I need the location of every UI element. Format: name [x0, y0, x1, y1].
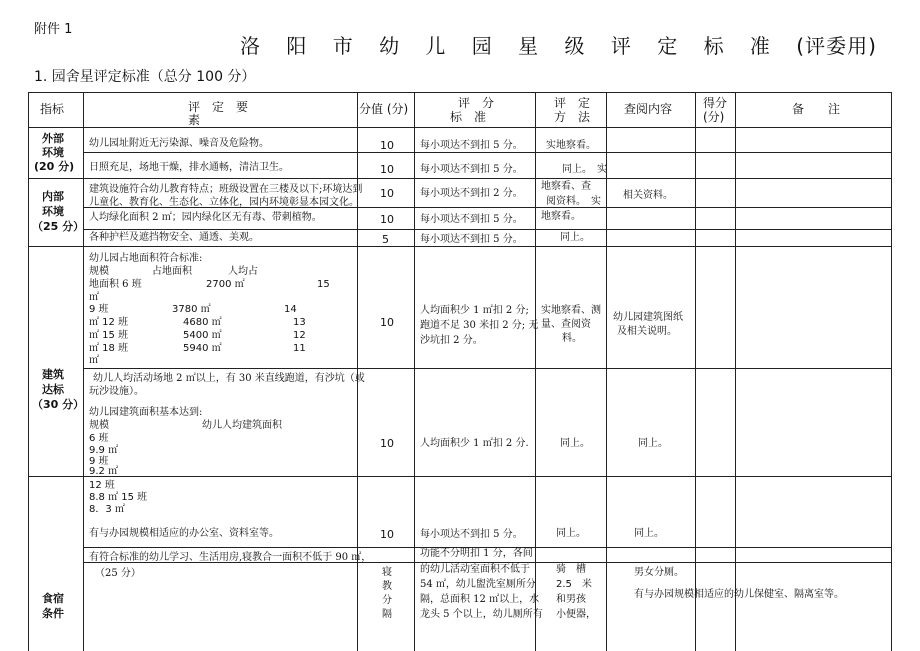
- row6-line: ㎡ 12 班: [89, 317, 129, 328]
- row-divider: [83, 368, 892, 369]
- category-internal: 内部: [42, 190, 64, 203]
- row6-line: 13: [293, 317, 306, 328]
- header-divider: [28, 127, 892, 128]
- row10-standard-cont: 龙头 5 个以上，幼儿厕所有: [420, 609, 543, 620]
- attachment-label: 附件 1: [34, 22, 73, 37]
- row8-score: 10: [380, 437, 394, 450]
- row9-score: 10: [380, 528, 394, 541]
- row8-line: 6 班: [89, 433, 109, 444]
- row6-line: 12: [293, 330, 306, 341]
- row3-requirement-cont: 儿童化、教育化、生态化、立体化，园内环境彰显本园文化。: [89, 197, 359, 208]
- row10-score: 隔: [382, 609, 392, 620]
- row2-standard: 每小项达不到扣 5 分。: [420, 164, 523, 175]
- row6-line: 占地面积: [152, 266, 192, 277]
- row5-method: 同上。: [560, 232, 590, 243]
- title-main: 洛 阳 市 幼 儿 园 星 级 评 定 标 准: [240, 34, 780, 58]
- row8-line: 规模: [89, 420, 109, 431]
- header-standard: 评 分: [458, 96, 495, 110]
- row6-line: 4680 ㎡: [183, 317, 222, 328]
- row5-standard: 每小项达不到扣 5 分。: [420, 234, 523, 245]
- category-building: 建筑: [42, 368, 64, 381]
- header-indicator: 指标: [40, 102, 65, 116]
- header-obtained-cont: (分): [703, 110, 725, 124]
- row10-method-cont: 和男孩: [556, 594, 586, 605]
- row10-score: 寝: [382, 567, 392, 578]
- row1-score: 10: [380, 139, 394, 152]
- category-external-cont: 环境: [42, 146, 64, 159]
- row2-method: 同上。 实: [562, 164, 607, 175]
- row2-requirement: 日照充足，场地干燥，排水通畅，清洁卫生。: [89, 162, 289, 173]
- table-border-left: [28, 92, 29, 651]
- column-divider: [83, 92, 84, 651]
- category-divider: [28, 476, 892, 477]
- row6-method-cont: 料。: [562, 333, 582, 344]
- row8-standard: 人均面积少 1 ㎡扣 2 分.: [420, 438, 529, 449]
- header-method: 评 定: [554, 96, 591, 110]
- row8-review: 同上。: [638, 438, 668, 449]
- header-method-cont: 方 法: [554, 110, 591, 124]
- row6-line: 2700 ㎡: [206, 279, 245, 290]
- row8-line: 9.2 ㎡: [89, 466, 119, 477]
- header-review: 查阅内容: [624, 102, 673, 116]
- row6-line: ㎡ 18 班: [89, 343, 129, 354]
- row9-line: 12 班: [89, 480, 115, 491]
- category-external-score: (20 分): [34, 160, 75, 173]
- row10-score: 教: [382, 581, 392, 592]
- row4-standard: 每小项达不到扣 5 分。: [420, 214, 523, 225]
- row8-method: 同上。: [560, 438, 590, 449]
- row3-method: 地察看、查: [541, 181, 591, 192]
- row4-method: 地察看。: [541, 211, 581, 222]
- row10-standard-cont: 54 ㎡，幼儿盥洗室厕所分: [420, 579, 536, 590]
- header-requirement-cont: 素: [188, 113, 201, 127]
- category-dorm: 食宿: [42, 592, 64, 605]
- row6-line: 地面积 6 班: [89, 279, 142, 290]
- category-dorm-cont: 条件: [42, 607, 64, 620]
- document-title: [240, 30, 877, 59]
- header-requirement: 评 定 要: [188, 100, 249, 114]
- row10-requirement: 有符合标准的幼儿学习、生活用房,寝教合一面积不低于 90 ㎡，: [89, 552, 372, 563]
- row9-method: 同上。: [556, 528, 586, 539]
- row3-method-cont: 阅资料。 实: [546, 196, 601, 207]
- column-divider: [695, 92, 696, 651]
- row6-line: 9 班: [89, 304, 109, 315]
- row3-review: 相关资料。: [623, 190, 673, 201]
- row10-requirement-cont: （25 分）: [95, 568, 141, 579]
- row10-standard: 功能不分明扣 1 分，各间: [420, 548, 533, 559]
- row1-standard: 每小项达不到扣 5 分。: [420, 140, 523, 151]
- row9-review: 同上。: [634, 528, 664, 539]
- row3-requirement: 建筑设施符合幼儿教育特点；班级设置在三楼及以下;环境达到: [89, 184, 363, 195]
- row10-remark: 有与办园规模相适应的幼儿保健室、隔离室等。: [634, 589, 844, 600]
- row6-line: 人均占: [228, 266, 258, 277]
- row4-score: 10: [380, 213, 394, 226]
- category-internal-score: （25 分）: [32, 220, 85, 233]
- row9-line: 8．3 ㎡: [89, 504, 125, 515]
- row6-line: 幼儿园占地面积符合标准:: [89, 253, 203, 264]
- row8-line: 幼儿人均建筑面积: [202, 420, 282, 431]
- header-remark: 备 注: [792, 102, 841, 116]
- row1-requirement: 幼儿园址附近无污染源、噪音及危险物。: [89, 138, 269, 149]
- row6-standard: 人均面积少 1 ㎡扣 2 分;: [420, 305, 529, 316]
- header-score: 分值 (分): [359, 102, 409, 116]
- row5-score: 5: [382, 233, 389, 246]
- row-divider: [83, 229, 892, 230]
- row8-line: 幼儿园建筑面积基本达到:: [89, 407, 203, 418]
- row9-line: 8.8 ㎡ 15 班: [89, 492, 148, 503]
- section-subtitle: 1. 园舍星评定标准（总分 100 分）: [34, 69, 256, 85]
- row7-requirement: 幼儿人均活动场地 2 ㎡以上，有 30 米直线跑道，有沙坑（或: [93, 373, 365, 384]
- category-divider: [28, 178, 892, 179]
- row6-review: 幼儿园建筑图纸: [613, 312, 683, 323]
- row6-line: 5400 ㎡: [183, 330, 222, 341]
- row9-requirement: 有与办园规模相适应的办公室、资料室等。: [89, 528, 279, 539]
- row6-line: 15: [317, 279, 330, 290]
- row6-line: 3780 ㎡: [172, 304, 211, 315]
- row10-method-cont: 2.5 米: [556, 579, 592, 590]
- row7-requirement-cont: 玩沙设施）。: [89, 386, 144, 397]
- row5-requirement: 各种护栏及遮挡物安全、通透、美观。: [89, 232, 259, 243]
- row3-standard: 每小项达不到扣 2 分。: [420, 188, 523, 199]
- row10-standard-cont: 隔，总面积 12 ㎡以上，水: [420, 594, 540, 605]
- row6-line: ㎡: [89, 355, 99, 366]
- row10-score: 分: [382, 595, 392, 606]
- category-external: 外部: [42, 132, 64, 145]
- row6-line: 11: [293, 343, 306, 354]
- row9-standard: 每小项达不到扣 5 分。: [420, 529, 523, 540]
- table-border-right: [891, 92, 892, 651]
- column-divider: [535, 92, 536, 651]
- title-suffix: (评委用): [796, 34, 877, 58]
- row6-line: ㎡ 15 班: [89, 330, 129, 341]
- row6-score: 10: [380, 316, 394, 329]
- row6-line: 14: [284, 304, 297, 315]
- row1-method: 实地察看。: [546, 140, 596, 151]
- row10-standard-cont: 的幼儿活动室面积不低于: [420, 564, 530, 575]
- row8-line: 9 班: [89, 456, 109, 467]
- row6-method-cont: 量、查阅资: [541, 319, 591, 330]
- row4-requirement: 人均绿化面积 2 ㎡；园内绿化区无有毒、带刺植物。: [89, 212, 322, 223]
- category-building-score: （30 分）: [32, 398, 85, 411]
- header-obtained: 得分: [703, 96, 728, 110]
- column-divider: [735, 92, 736, 651]
- row6-line: 规模: [89, 266, 109, 277]
- row8-line: 9.9 ㎡: [89, 445, 119, 456]
- row6-standard-cont: 跑道不足 30 米扣 2 分; 无: [420, 320, 539, 331]
- row6-standard-cont: 沙坑扣 2 分。: [420, 335, 483, 346]
- category-building-cont: 达标: [42, 383, 64, 396]
- category-internal-cont: 环境: [42, 205, 64, 218]
- row10-method-cont: 小便器，: [556, 609, 596, 620]
- header-standard-cont: 标 准: [450, 110, 487, 124]
- table-border-top: [28, 92, 892, 93]
- row6-line: 5940 ㎡: [183, 343, 222, 354]
- row10-method: 骑 槽: [556, 564, 586, 575]
- row2-score: 10: [380, 163, 394, 176]
- row6-method: 实地察看、测: [541, 305, 601, 316]
- row3-score: 10: [380, 187, 394, 200]
- row10-review: 男女分厕。: [634, 567, 684, 578]
- row6-line: ㎡: [89, 292, 99, 303]
- row6-review-cont: 及相关说明。: [617, 326, 677, 337]
- column-divider: [414, 92, 415, 651]
